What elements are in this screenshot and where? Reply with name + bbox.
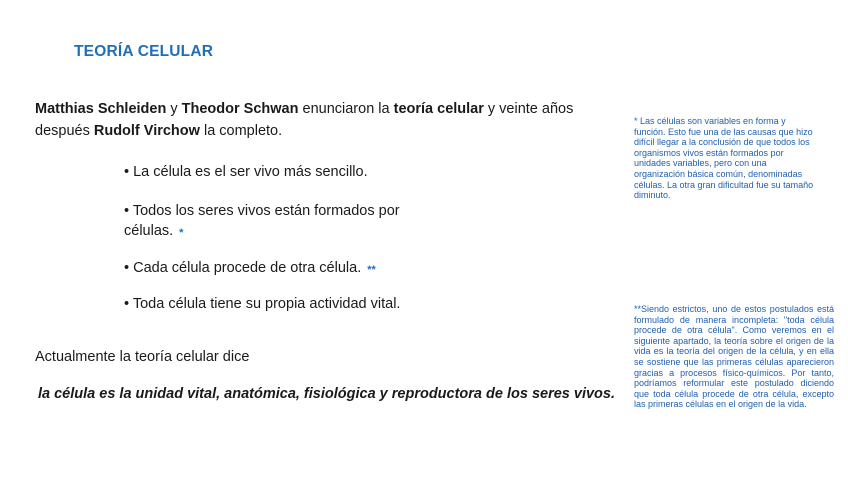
postulate-item bbox=[124, 258, 376, 280]
postulate-text: • Todos los seres vivos están formados por bbox=[124, 203, 400, 219]
postulate-item bbox=[124, 201, 400, 243]
current-theory-label: Actualmente la teoría celular dice bbox=[35, 349, 250, 365]
postulate-text: • Cada célula procede de otra célula. bbox=[124, 260, 362, 276]
postulate-text: • La célula es el ser vivo más sencillo. bbox=[124, 164, 368, 180]
postulate-text: células. bbox=[124, 223, 174, 239]
intro-paragraph bbox=[35, 98, 575, 142]
footnote-2: **Siendo estrictos, uno de estos postulados está formulado de manera incompleta: "toda célula procede de otra célula". Como veremos en el siguiente apartado, la teoría sobre el origen de la vida es la teoría del origen de la célula, y en ella se sostiene que las primeras células aparecieron gracias a procesos físico-químicos. Por tanto, podríamos reformular este postulado diciendo que toda célula procede de otra célula, excepto las primeras células en el origen de la vida. bbox=[634, 304, 834, 410]
page-title: TEORÍA CELULAR bbox=[74, 43, 214, 60]
term-cell-theory: teoría celular bbox=[393, 101, 484, 117]
scientist-virchow: Rudolf Virchow bbox=[93, 123, 200, 139]
postulate-item bbox=[124, 162, 368, 182]
intro-text: y veinte años después bbox=[35, 101, 574, 139]
cell-definition: la célula es la unidad vital, anatómica, fisiológica y reproductora de los seres vivos. bbox=[38, 386, 615, 402]
scientist-schwann: Theodor Schwan bbox=[181, 101, 299, 117]
postulate-text: • Toda célula tiene su propia actividad vital. bbox=[124, 296, 401, 312]
footnote-1: * Las células son variables en forma y función. Esto fue una de las causas que hizo difícil llegar a la conclusión de que todos los organismos vivos están formados por unidades variables, pero con una organización básica común, denominadas células. La otra gran dificultad fue su tamaño diminuto. bbox=[634, 116, 814, 201]
scientist-schleiden: Matthias Schleiden bbox=[35, 101, 167, 117]
footnote-marker: ** bbox=[367, 264, 376, 276]
intro-text: y bbox=[166, 101, 182, 117]
intro-text: enunciaron la bbox=[298, 101, 394, 117]
footnote-marker: * bbox=[179, 227, 184, 239]
postulate-item bbox=[124, 294, 400, 314]
intro-text: la completo. bbox=[199, 123, 283, 139]
